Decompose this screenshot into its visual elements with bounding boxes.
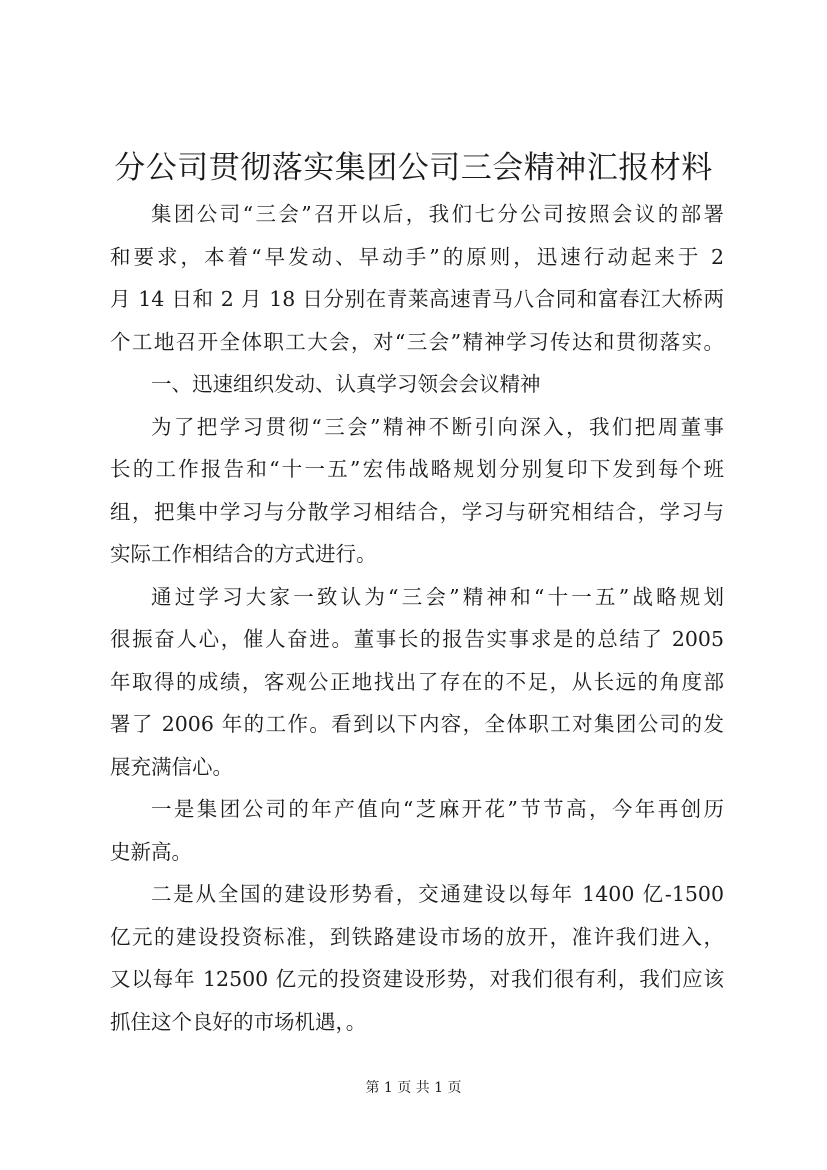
body-line: 又以每年 12500 亿元的投资建设形势，对我们很有利，我们应该 <box>110 967 724 991</box>
body-line: 组，把集中学习与分散学习相结合，学习与研究相结合，学习与 <box>110 499 724 524</box>
body-line: 抓住这个良好的市场机遇，。 <box>110 1009 367 1034</box>
page-number-footer: 第 1 页 共 1 页 <box>365 1080 462 1096</box>
document-title: 分公司贯彻落实集团公司三会精神汇报材料 <box>114 150 713 186</box>
body-line: 个工地召开全体职工大会，对“三会”精神学习传达和贯彻落实。 <box>110 329 724 354</box>
body-line: 展充满信心。 <box>110 754 233 779</box>
body-line: 亿元的建设投资标准，到铁路建设市场的放开，准许我们进入， <box>110 924 724 949</box>
body-line: 年取得的成绩，客观公正地找出了存在的不足，从长远的角度部 <box>110 669 724 694</box>
body-line: 月 14 日和 2 月 18 日分别在青莱高速青马八合同和富春江大桥两 <box>110 287 724 311</box>
document-body <box>110 193 724 1043</box>
body-line: 长的工作报告和“十一五”宏伟战略规划分别复印下发到每个班 <box>110 457 724 481</box>
body-line: 和要求，本着“早发动、早动手”的原则，迅速行动起来于 2 <box>110 244 724 269</box>
body-line: 史新高。 <box>110 839 192 864</box>
body-line: 为了把学习贯彻“三会”精神不断引向深入，我们把周董事 <box>151 414 724 439</box>
body-line: 集团公司“三会”召开以后，我们七分公司按照会议的部署 <box>151 202 724 226</box>
body-line: 实际工作相结合的方式进行。 <box>110 542 377 566</box>
body-line: 署了 2006 年的工作。看到以下内容，全体职工对集团公司的发 <box>110 712 724 736</box>
body-line: 很振奋人心，催人奋进。董事长的报告实事求是的总结了 2005 <box>110 627 724 651</box>
body-line: 二是从全国的建设形势看，交通建设以每年 1400 亿-1500 <box>151 882 724 906</box>
body-line: 一是集团公司的年产值向“芝麻开花”节节高，今年再创历 <box>151 797 724 821</box>
body-line: 通过学习大家一致认为“三会”精神和“十一五”战略规划 <box>151 584 724 609</box>
section-heading: 一、迅速组织发动、认真学习领会会议精神 <box>151 372 541 396</box>
